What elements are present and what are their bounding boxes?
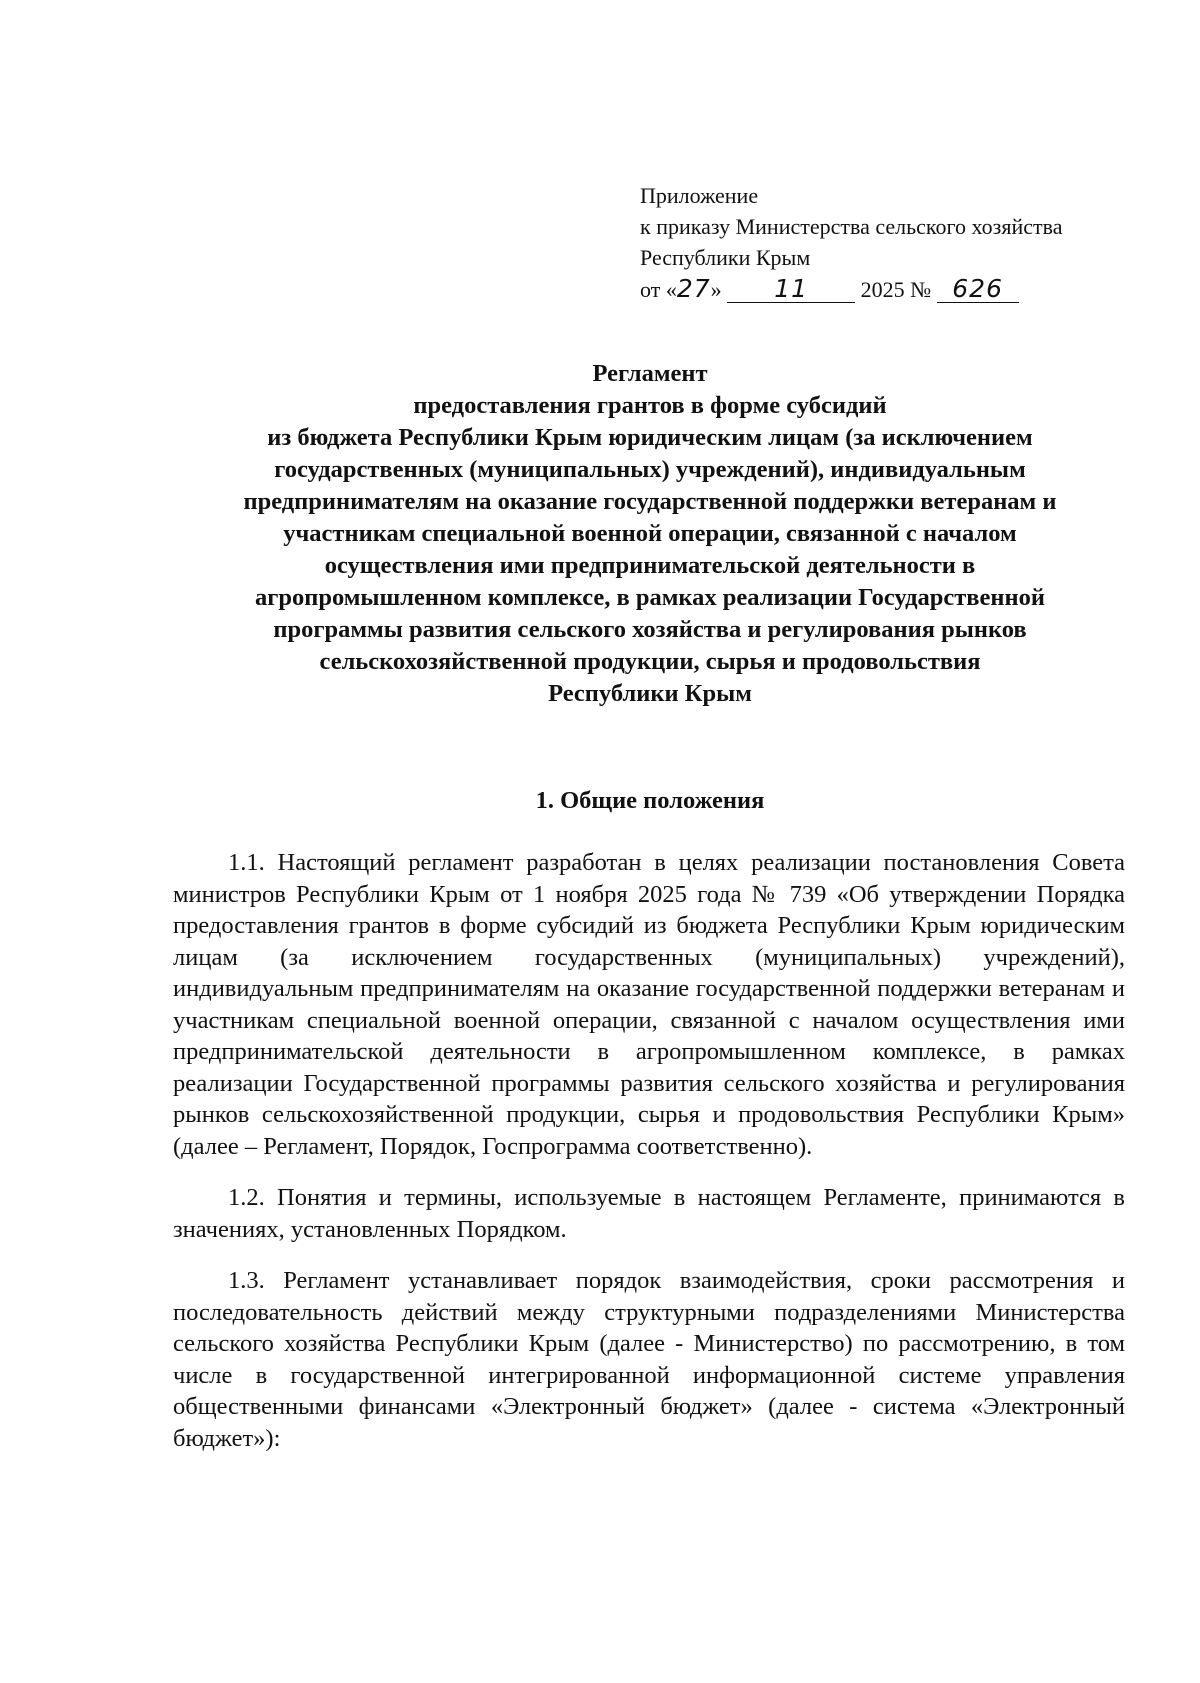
date-mid: »	[710, 277, 722, 302]
year-label: 2025 №	[860, 277, 932, 302]
appendix-order-ref: к приказу Министерства сельского хозяйства	[640, 214, 1063, 239]
section-heading: 1. Общие положения	[535, 787, 765, 814]
handwritten-order-number: 626	[937, 276, 1019, 303]
appendix-republic: Республики Крым	[640, 245, 811, 270]
title-line: участникам специальной военной операции, связанной с началом	[283, 520, 1017, 547]
title-line: программы развития сельского хозяйства и регулирования рынков	[273, 616, 1027, 643]
title-line: сельскохозяйственной продукции, сырья и продовольствия	[319, 648, 981, 675]
title-line: осуществления ими предпринимательской деятельности в	[324, 552, 976, 579]
title-line: агропромышленном комплексе, в рамках реализации Государственной	[254, 584, 1046, 611]
section-body	[173, 847, 1125, 1474]
appendix-date-line	[640, 273, 1062, 305]
handwritten-day: 27	[676, 274, 711, 303]
title-line: Регламент	[592, 360, 708, 387]
appendix-label: Приложение	[640, 183, 759, 208]
appendix-block	[640, 180, 1062, 305]
paragraph-1-3: 1.3. Регламент устанавливает порядок взаимодействия, сроки рассмотрения и последовательность действий между структурными подразделениями Министерства сельского хозяйства Республики Крым (далее - Министерство) по рассмотрению, в том числе в государственной интегрированной информационной системе управления общественными финансами «Электронный бюджет» (далее - система «Электронный бюджет»):	[173, 1267, 1125, 1452]
date-prefix: от «	[640, 277, 677, 302]
paragraph-1-2: 1.2. Понятия и термины, используемые в настоящем Регламенте, принимаются в значениях, установленных Порядком.	[173, 1184, 1125, 1243]
title-line: Республики Крым	[548, 680, 752, 707]
paragraph-1-1: 1.1. Настоящий регламент разработан в целях реализации постановления Совета министров Республики Крым от 1 ноября 2025 года № 739 «Об утверждении Порядка предоставления грантов в форме субсидий из бюджета Республики Крым юридическим лицам (за исключением государственных (муниципальных) учреждений), индивидуальным предпринимателям на оказание государственной поддержки ветеранам и участникам специальной военной операции, связанной с началом осуществления ими предпринимательской деятельности в агропромышленном комплексе, в рамках реализации Государственной программы развития сельского хозяйства и регулирования рынков сельскохозяйственной продукции, сырья и продовольствия Республики Крым» (далее – Регламент, Порядок, Госпрограмма соответственно).	[173, 849, 1125, 1160]
title-line: из бюджета Республики Крым юридическим лицам (за исключением	[267, 424, 1033, 451]
document-title	[160, 358, 1140, 710]
title-line: предоставления грантов в форме субсидий	[413, 392, 887, 419]
title-line: государственных (муниципальных) учреждений), индивидуальным	[274, 456, 1026, 483]
title-line: предпринимателям на оказание государственной поддержки ветеранам и	[243, 488, 1057, 515]
handwritten-month: 11	[727, 276, 855, 303]
